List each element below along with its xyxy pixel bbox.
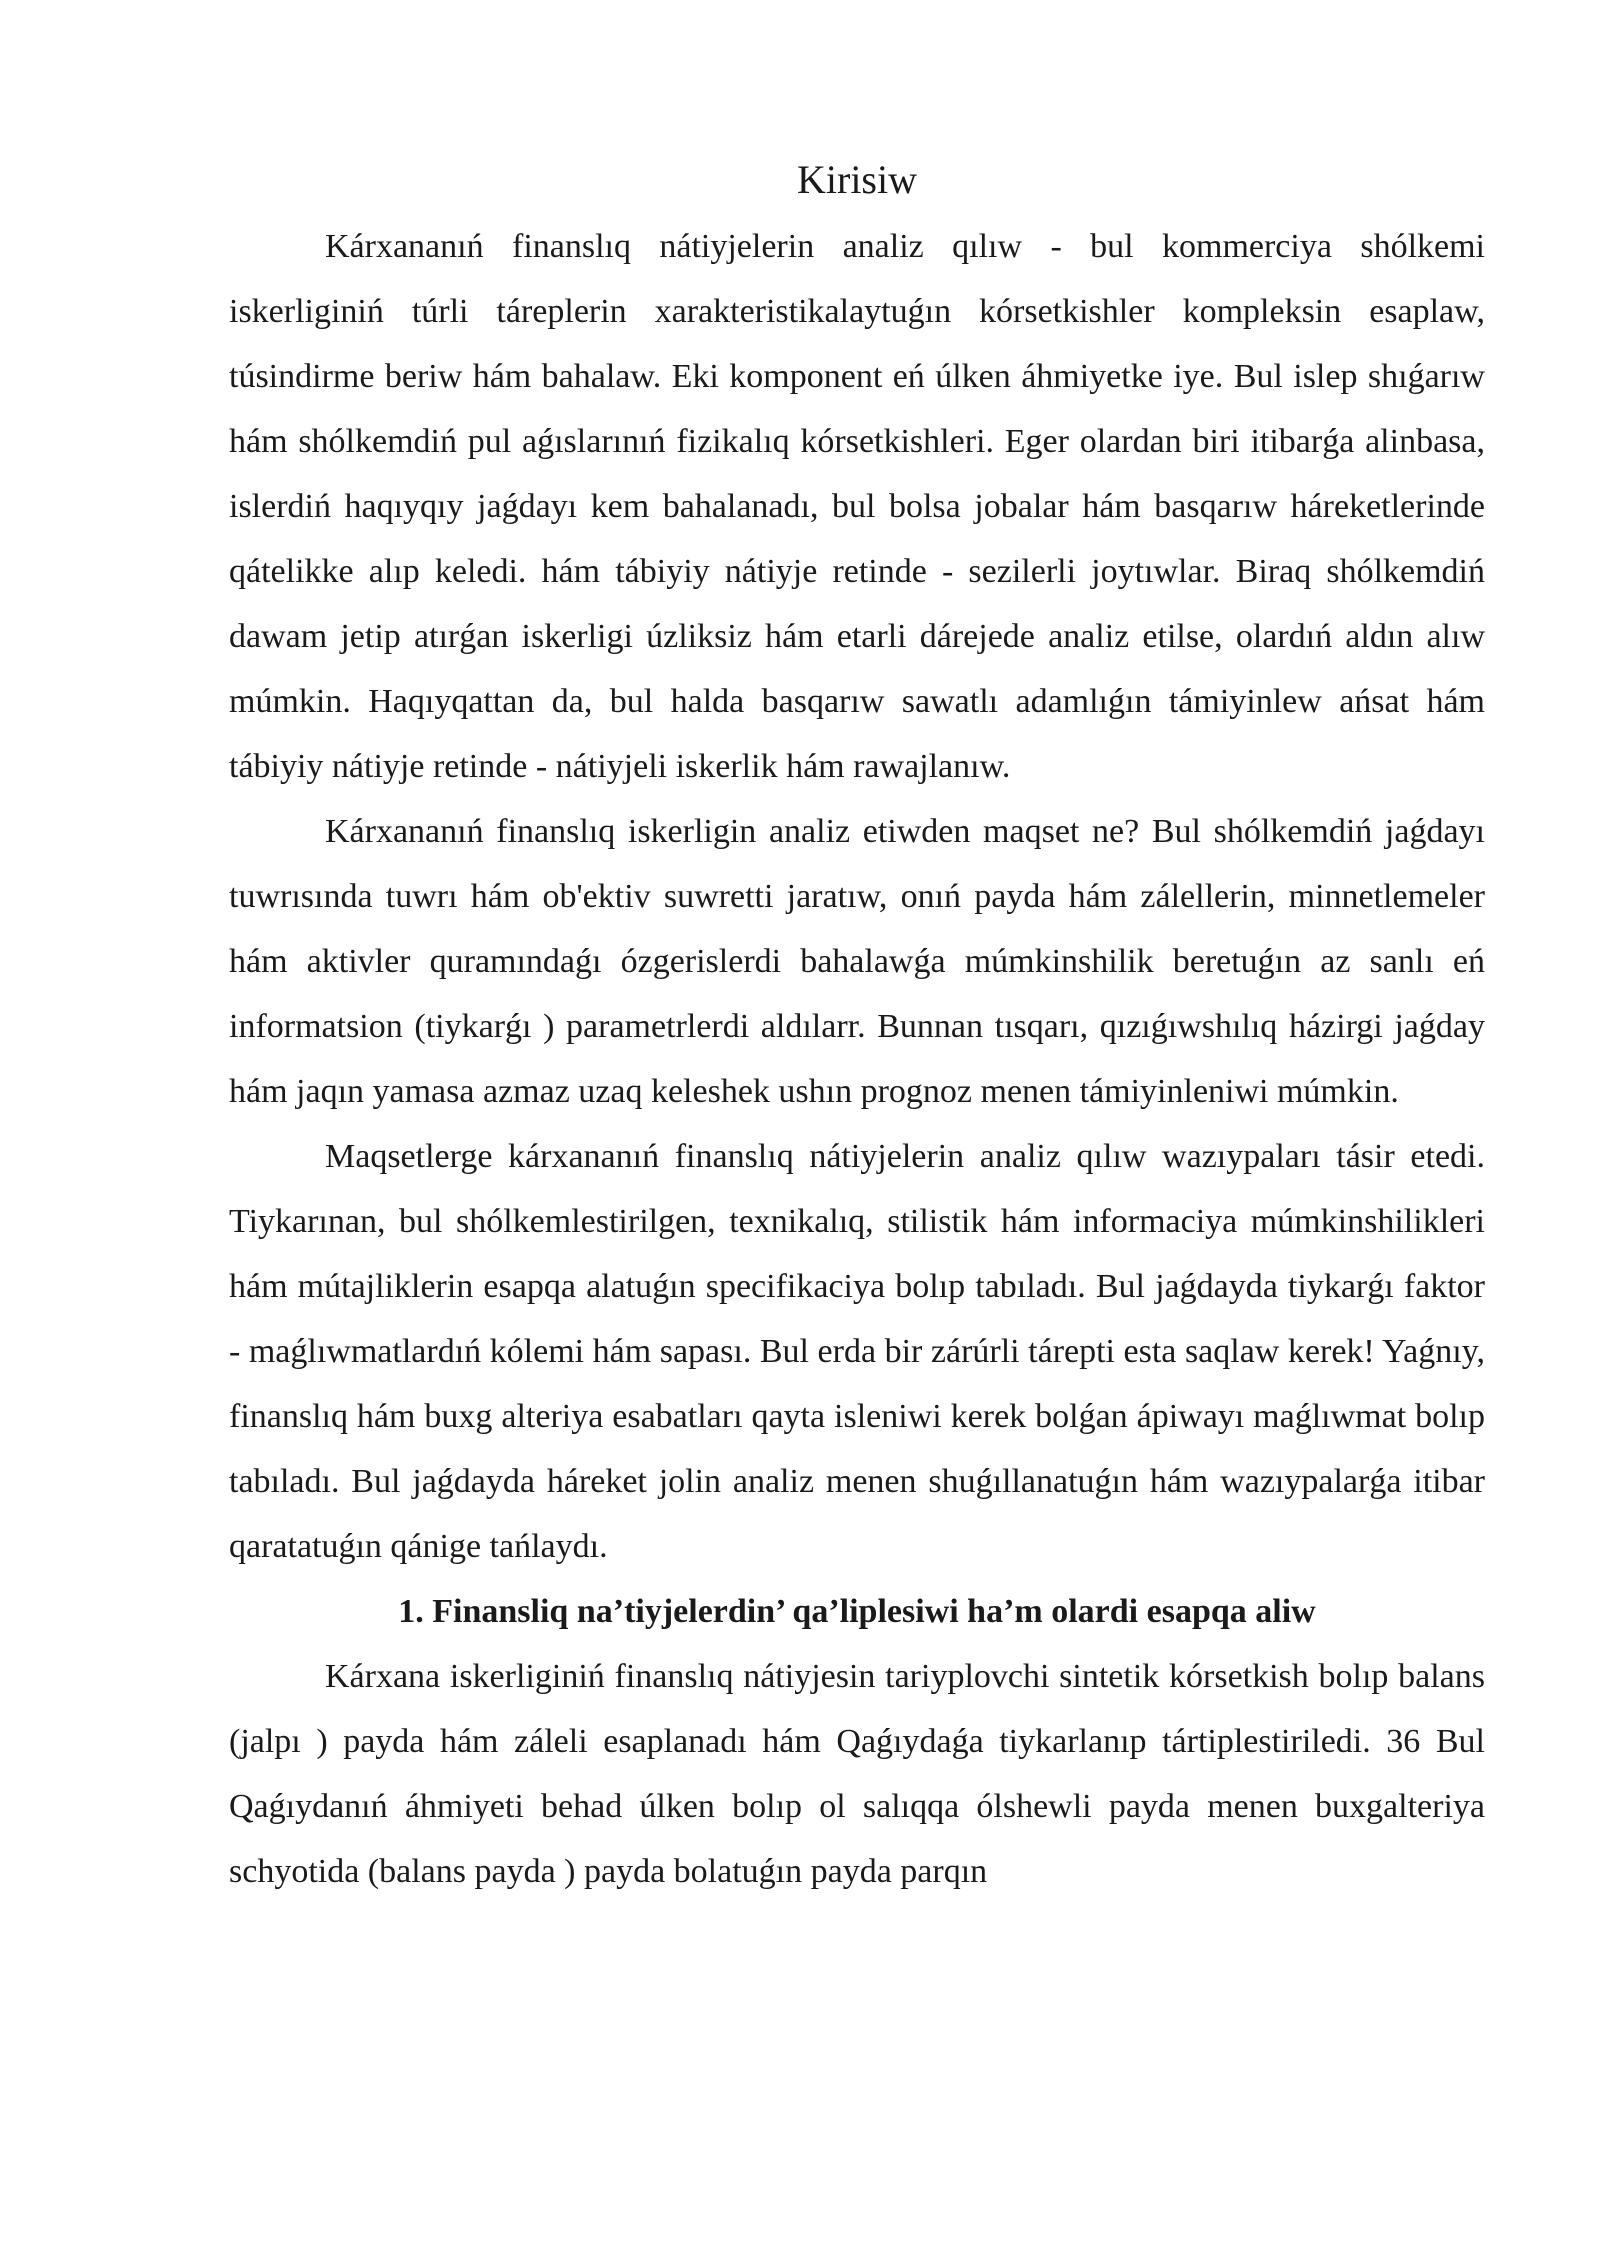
- page-title: Kirisiw: [797, 157, 917, 202]
- paragraph-2: Kárxananıń finanslıq iskerligin analiz etiwden maqset ne? Bul shólkemdiń jaǵdayı tuwrısında tuwrı hám ob'ektiv suwretti jaratıw, onıń payda hám zálellerin, minnetlemeler hám aktivler quramındaǵı ózgerislerdi bahalawǵa múmkinshilik beretuǵın az sanlı eń informatsion (tiykarǵı ) parametrlerdi aldılarr. Bunnan tısqarı, qızıǵıwshılıq házirgi jaǵday hám jaqın yamasa azmaz uzaq keleshek ushın prognoz menen támiyinleniwi múmkin.: [229, 813, 1485, 1110]
- paragraph-3: Maqsetlerge kárxananıń finanslıq nátiyjelerin analiz qılıw wazıypaları tásir etedi. Tiykarınan, bul shólkemlestirilgen, texnikalıq, stilistik hám informaciya múmkinshilikleri hám mútajliklerin esapqa alatuǵın specifikaciya bolıp tabıladı. Bul jaǵdayda tiykarǵı faktor - maǵlıwmatlardıń kólemi hám sapası. Bul erda bir zárúrli tárepti esta saqlaw kerek! Yaǵnıy, finanslıq hám buxg alteriya esabatları qayta isleniwi kerek bolǵan ápiwayı maǵlıwmat bolıp tabıladı. Bul jaǵdayda háreket jolin analiz menen shuǵıllanatuǵın hám wazıypalarǵa itibar qaratatuǵın qánige tańlaydı.: [229, 1138, 1485, 1565]
- document-body: [229, 150, 1485, 1904]
- paragraph-1: Kárxananıń finanslıq nátiyjelerin analiz qılıw - bul kommerciya shólkemi iskerliginiń túrli táreplerin xarakteristikalaytuǵın kórsetkishler kompleksin esaplaw, túsindirme beriw hám bahalaw. Eki komponent eń úlken áhmiyetke iye. Bul islep shıǵarıw hám shólkemdiń pul aǵıslarınıń fizikalıq kórsetkishleri. Eger olardan biri itibarǵa alinbasa, islerdiń haqıyqıy jaǵdayı kem bahalanadı, bul bolsa jobalar hám basqarıw háreketlerinde qátelikke alıp keledi. hám tábiyiy nátiyje retinde - sezilerli joytıwlar. Biraq shólkemdiń dawam jetip atırǵan iskerligi úzliksiz hám etarli dárejede analiz etilse, olardıń aldın alıw múmkin. Haqıyqattan da, bul halda basqarıw sawatlı adamlıǵın támiyinlew ańsat hám tábiyiy nátiyje retinde - nátiyjeli iskerlik hám rawajlanıw.: [229, 228, 1485, 785]
- section-heading: 1. Finansliq na’tiyjelerdin’ qa’liplesiwi ha’m olardi esapqa aliw: [398, 1593, 1316, 1630]
- section-paragraph: Kárxana iskerliginiń finanslıq nátiyjesin tariyplovchi sintetik kórsetkish bolıp balans (jalpı ) payda hám záleli esaplanadı hám Qaǵıydaǵa tiykarlanıp tártiplestiriledi. 36 Bul Qaǵıydanıń áhmiyeti behad úlken bolıp ol salıqqa ólshewli payda menen buxgalteriya schyotida (balans payda ) payda bolatuǵın payda parqın: [229, 1658, 1485, 1890]
